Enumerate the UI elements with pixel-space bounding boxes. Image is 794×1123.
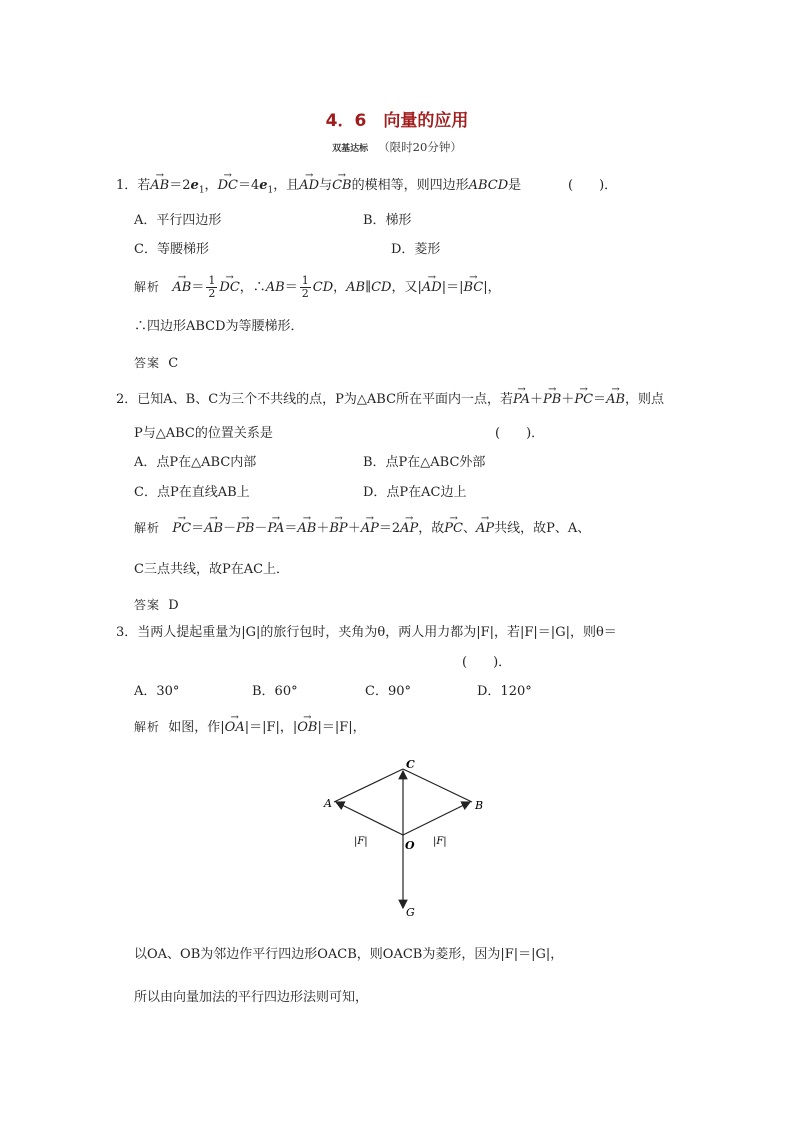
label-f-left: |F| [354,836,368,847]
vector-oa [336,802,403,835]
q3-option-d: D．120° [477,684,532,699]
question-3-blank: ( )． [462,655,512,670]
q3-option-b: B．60° [252,684,298,699]
question-2-stem-line2: P与△ABC的位置关系是 [134,426,273,441]
q1-analysis-conclusion: ∴四边形ABCD为等腰梯形． [134,319,304,334]
page-subtitle [0,139,794,155]
label-g: G [406,906,415,919]
label-c: C [406,758,415,771]
q2-option-b: B．点P在△ABC外部 [363,455,486,470]
question-3-stem: 3．当两人提起重量为|G|的旅行包时，夹角为θ，两人用力都为|F|，若|F|＝|G|，则θ＝ [116,625,617,640]
q2-option-c: C．点P在直线AB上 [134,485,250,500]
q1-answer: 答案 C [134,356,179,371]
vector-ob [403,802,470,835]
question-1-blank: ( )． [568,178,618,193]
question-2-stem: 2．已知A、B、C为三个不共线的点，P为△ABC所在平面内一点，若→ PA＋→ PB＋→ PC＝→ AB，则点 [116,391,664,409]
q2-analysis-conclusion: C三点共线，故P在AC上． [134,562,290,577]
q3-analysis-line-1: 以OA、OB为邻边作平行四边形OACB，则OACB为菱形，因为|F|＝|G|， [134,947,564,962]
page-title: 4．6 向量的应用 [325,111,469,131]
segment-ac [334,769,403,802]
q2-answer: 答案 D [134,598,179,613]
force-rhombus-figure [300,750,500,925]
q3-analysis: 解析 如图，作|→ OA|＝|F|，|→ OB|＝|F|， [134,718,366,737]
segment-cb [403,769,472,802]
label-b: B [475,799,484,812]
q1-option-c: C．等腰梯形 [134,242,209,257]
q3-analysis-line-2: 所以由向量加法的平行四边形法则可知， [134,990,369,1005]
time-limit: （限时20分钟） [378,140,462,154]
label-a: A [324,797,332,810]
label-o: O [405,839,415,852]
question-1-stem: 1．若→ $AB=2e_1$，→ $DC=4e_1$，且→ AD与→ CB的模相等，则四边形ABCD是 [116,177,521,200]
q2-analysis: 解析 → PC＝→ AB－→ PB－→ PA＝→ AB＋→ BP＋→ AP＝2→ AP，故→ PC、→ AP共线，故P、A、 [134,519,590,538]
q1-option-a: A．平行四边形 [134,213,222,228]
q1-option-d: D．菱形 [391,242,441,257]
label-f-right: |F| [433,836,447,847]
question-2-blank: ( )． [495,426,545,441]
section-tag: 双基达标 [332,144,369,154]
q3-option-a: A．30° [134,684,180,699]
q2-option-d: D．点P在AC边上 [363,485,467,500]
q2-option-a: A．点P在△ABC内部 [134,455,257,470]
q1-analysis: 解析 → AB＝ $\frac{1}{2}$ → DC，∴AB＝ $\frac{1}{2}$ CD，AB∥CD，又|→ AD|＝|→ BC|， [134,275,501,300]
q1-option-b: B．梯形 [363,213,412,228]
q3-option-c: C．90° [365,684,411,699]
